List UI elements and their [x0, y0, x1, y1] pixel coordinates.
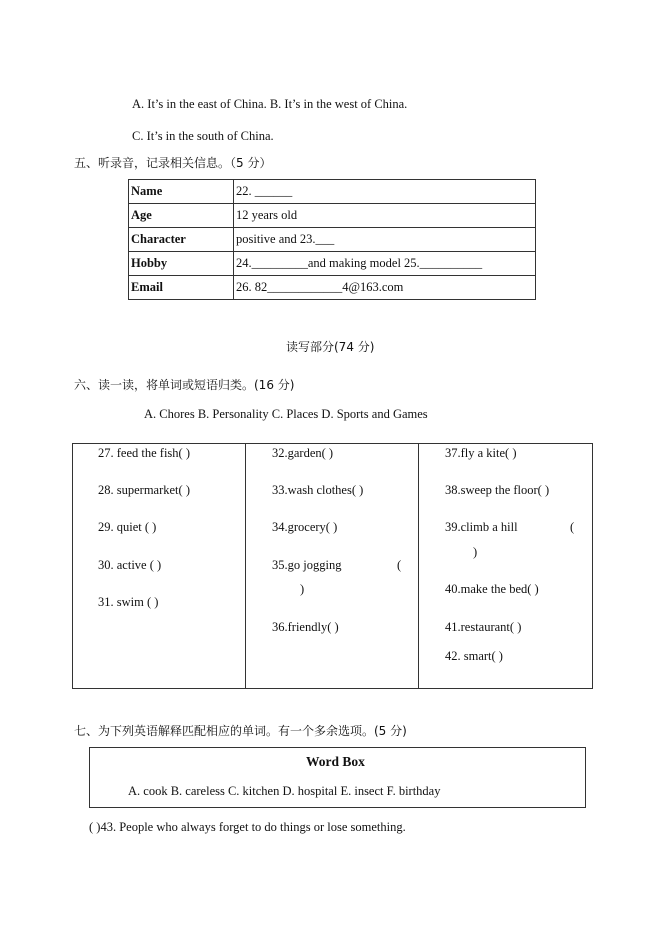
- option-c: C. It’s in the south of China.: [132, 129, 274, 143]
- list-item: 37.fly a kite( ): [445, 446, 517, 460]
- row-value: 26. 82____________4@163.com: [234, 276, 536, 300]
- row-key: Email: [129, 276, 234, 300]
- row-value: 24._________and making model 25.__________: [234, 252, 536, 276]
- word-box-options: A. cook B. careless C. kitchen D. hospital E. insect F. birthday: [128, 784, 441, 798]
- list-item-paren: (: [570, 520, 575, 534]
- list-item-paren: (: [397, 558, 402, 572]
- row-value: 22. ______: [234, 180, 536, 204]
- row-value: 12 years old: [234, 204, 536, 228]
- list-item: 32.garden( ): [272, 446, 334, 460]
- list-item: 36.friendly( ): [272, 620, 339, 634]
- list-item: 31. swim ( ): [98, 595, 159, 609]
- question-43: ( )43. People who always forget to do things or lose something.: [89, 820, 406, 834]
- list-item: 30. active ( ): [98, 558, 162, 572]
- list-item: 35.go jogging: [272, 558, 342, 572]
- info-table: [128, 179, 536, 300]
- list-item: 33.wash clothes( ): [272, 483, 364, 497]
- table-row: [129, 276, 536, 300]
- section5-heading: 五、听录音，记录相关信息。（5 分）: [74, 156, 272, 170]
- list-item: 28. supermarket( ): [98, 483, 190, 497]
- word-box: [89, 747, 586, 808]
- list-item: 39.climb a hill: [445, 520, 518, 534]
- list-item: 29. quiet ( ): [98, 520, 157, 534]
- list-item-paren: ): [473, 545, 478, 559]
- list-item: 41.restaurant( ): [445, 620, 522, 634]
- part-title: 读写部分(74 分): [286, 340, 375, 354]
- section7-heading: 七、为下列英语解释匹配相应的单词。有一个多余选项。(5 分): [74, 724, 407, 738]
- word-box-title: Word Box: [306, 754, 365, 769]
- row-key: Age: [129, 204, 234, 228]
- table-row: [129, 180, 536, 204]
- table-row: [129, 252, 536, 276]
- row-key: Hobby: [129, 252, 234, 276]
- categories-line: A. Chores B. Personality C. Places D. Sports and Games: [144, 407, 428, 421]
- table-row: [129, 204, 536, 228]
- sort-grid: [72, 443, 593, 689]
- list-item: 38.sweep the floor( ): [445, 483, 550, 497]
- row-key: Name: [129, 180, 234, 204]
- list-item: 42. smart( ): [445, 649, 503, 663]
- row-value: positive and 23.___: [234, 228, 536, 252]
- column-divider: [245, 444, 246, 688]
- column-divider: [418, 444, 419, 688]
- list-item: 34.grocery( ): [272, 520, 338, 534]
- table-row: [129, 228, 536, 252]
- section6-heading: 六、读一读，将单词或短语归类。(16 分): [74, 378, 295, 392]
- option-ab: A. It’s in the east of China. B. It’s in the west of China.: [132, 97, 408, 111]
- list-item: 40.make the bed( ): [445, 582, 539, 596]
- list-item-paren: ): [300, 582, 305, 596]
- list-item: 27. feed the fish( ): [98, 446, 190, 460]
- row-key: Character: [129, 228, 234, 252]
